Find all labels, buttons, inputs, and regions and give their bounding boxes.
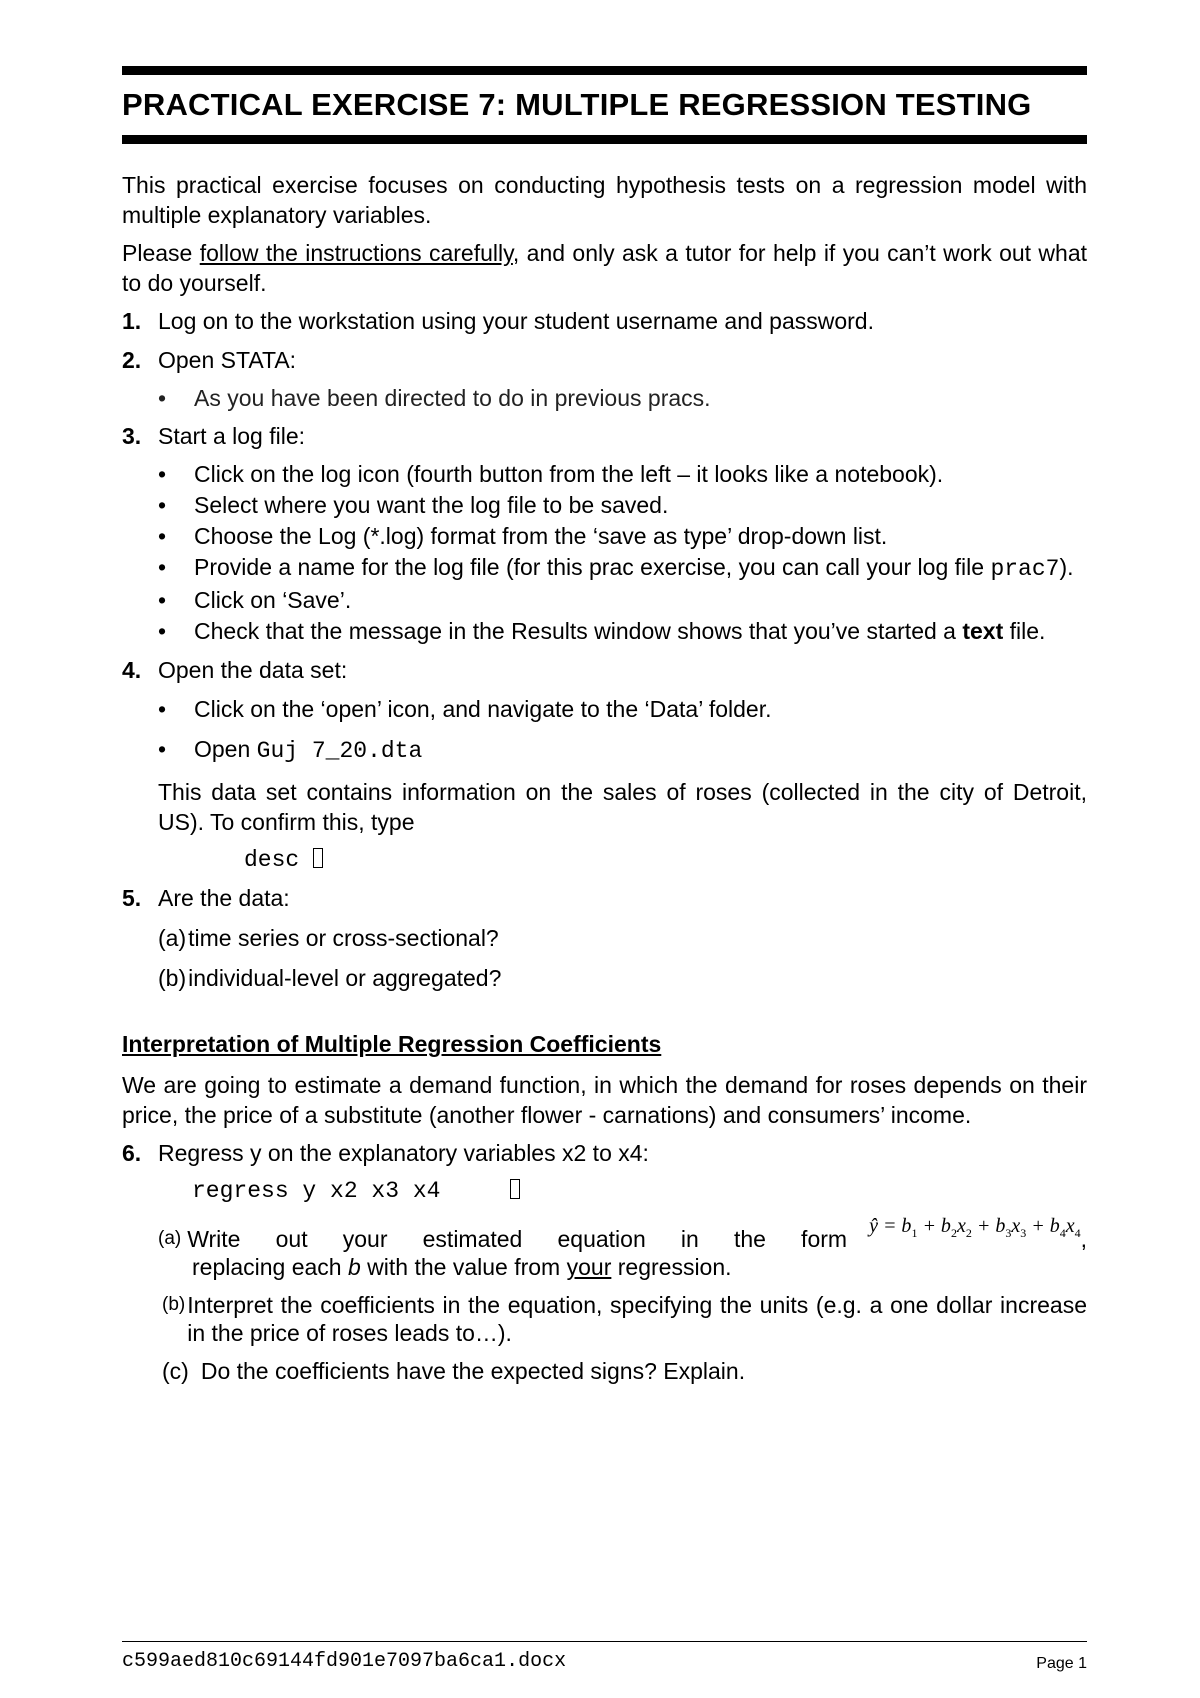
- step-5a: (a) time series or cross-sectional?: [158, 925, 499, 951]
- step-5b: (b) individual-level or aggregated?: [158, 965, 502, 991]
- document-page: [122, 66, 1087, 1385]
- bullet-icon: •: [158, 587, 167, 613]
- list-item: • Choose the Log (*.log) format from the ‘save as type’ drop-down list.: [158, 521, 1087, 552]
- equation: ŷ = $b_1 + b_2x_2 + b_3x_3 + b_4x_4$: [869, 1215, 1081, 1240]
- code-dataset: Guj 7_20.dta: [256, 738, 423, 764]
- list-item: • Click on ‘Save’.: [158, 585, 1087, 616]
- step-2: 2. Open STATA:: [122, 347, 297, 373]
- enter-key-icon: [313, 848, 323, 868]
- list-item: • Click on the ‘open’ icon, and navigate to the ‘Data’ folder.: [158, 694, 1087, 725]
- list-item: • Click on the log icon (fourth button from the left – it looks like a notebook).: [158, 459, 1087, 490]
- bullet-icon: •: [158, 461, 167, 487]
- bullet-icon: •: [158, 696, 167, 722]
- list-item: • As you have been directed to do in previous pracs.: [158, 383, 1087, 414]
- step-3-bullets: [122, 459, 1087, 647]
- top-rule: [122, 66, 1087, 75]
- step-3: 3. Start a log file:: [122, 423, 306, 449]
- step-4-paragraph: This data set contains information on the sales of roses (collected in the city of Detroit, US). To confirm this, type: [158, 779, 1087, 835]
- list-item: • Open Guj 7_20.dta: [158, 736, 423, 764]
- code-filename: prac7: [990, 556, 1060, 582]
- intro-paragraph: This practical exercise focuses on conducting hypothesis tests on a regression model with multiple explanatory variables.: [122, 172, 1087, 228]
- step-6b: (b) Interpret the coefficients in the equation, specifying the units (e.g. a one dollar increase in the price of roses leads to…).: [162, 1292, 1087, 1346]
- instructions-emphasis: follow the instructions carefully: [199, 240, 513, 266]
- step-4-bullets: [122, 694, 1087, 767]
- regress-command: regress y x2 x3 x4: [192, 1176, 1087, 1206]
- enter-key-icon: [510, 1179, 520, 1199]
- footer-filename: c599aed810c69144fd901e7097ba6ca1.docx: [122, 1650, 567, 1673]
- step-2-bullets: [122, 383, 1087, 414]
- bullet-icon: •: [158, 492, 167, 518]
- step-6: 6. Regress y on the explanatory variables x2 to x4:: [122, 1140, 649, 1166]
- bullet-icon: •: [158, 618, 167, 644]
- bullet-icon: •: [158, 554, 167, 580]
- page-title: PRACTICAL EXERCISE 7: MULTIPLE REGRESSION TESTING: [122, 87, 1032, 122]
- step-5: 5. Are the data:: [122, 885, 290, 911]
- step-1: 1. Log on to the workstation using your student username and password.: [122, 308, 874, 334]
- bullet-icon: •: [158, 736, 167, 762]
- section-heading: Interpretation of Multiple Regression Coefficients: [122, 1031, 662, 1057]
- list-item: • Select where you want the log file to be saved.: [158, 490, 1087, 521]
- list-item: • Provide a name for the log file (for this prac exercise, you can call your log file prac7).: [158, 554, 1074, 582]
- step-6a: (a) Write out your estimated equation in the form ŷ = $b_1 + b_2x_2 + b_3x_3 + b_4x_4$ , replacing each b with the value from your regression.: [158, 1218, 1087, 1281]
- instructions-paragraph: Please follow the instructions carefully, and only ask a tutor for help if you can’t work out what to do yourself.: [122, 240, 1088, 296]
- section-paragraph: We are going to estimate a demand function, in which the demand for roses depends on their price, the price of a substitute (another flower - carnations) and consumers’ income.: [122, 1072, 1087, 1128]
- list-item: • Check that the message in the Results window shows that you’ve started a text file.: [158, 616, 1087, 647]
- page-number: Page 1: [1036, 1655, 1087, 1672]
- page-footer: [122, 1641, 1087, 1673]
- title-rule: [122, 135, 1087, 144]
- step-6c: (c) Do the coefficients have the expected signs? Explain.: [162, 1358, 746, 1384]
- desc-command: desc: [244, 845, 1087, 875]
- bullet-icon: •: [158, 385, 167, 411]
- step-4: 4. Open the data set:: [122, 657, 348, 683]
- bullet-icon: •: [158, 523, 167, 549]
